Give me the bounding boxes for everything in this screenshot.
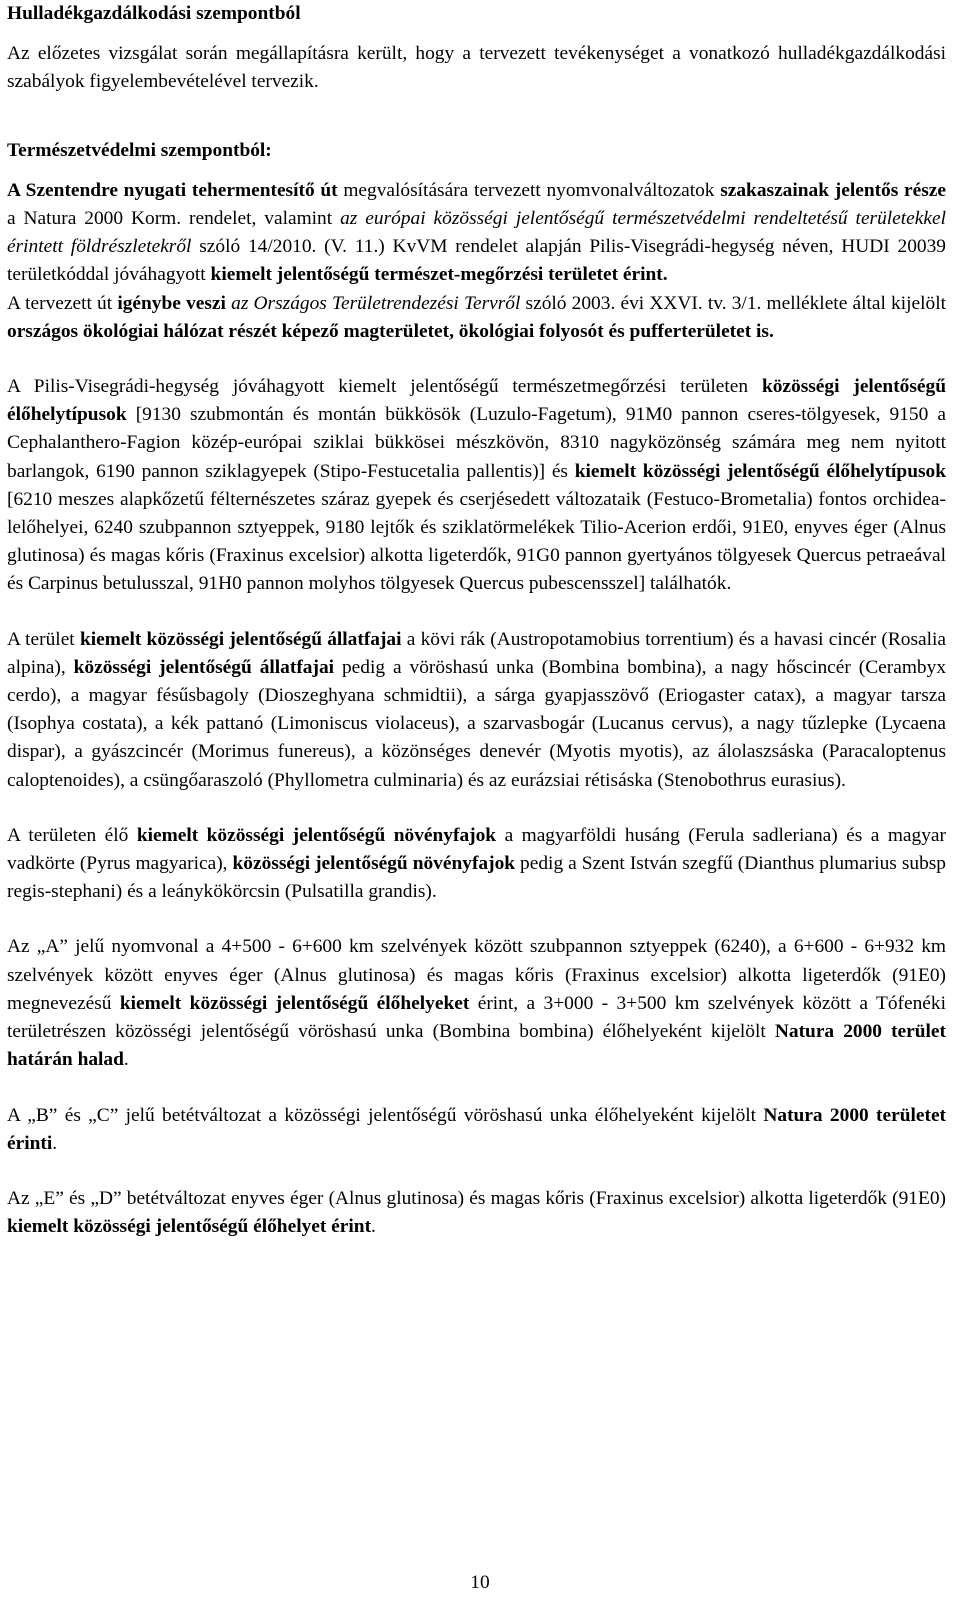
spacer — [7, 1075, 946, 1102]
text-bold: szakaszainak jelentős része — [720, 179, 946, 201]
text: A „B” és „C” jelű betétváltozat a közösségi jelentőségű vöröshasú unka élőhelyeként kijelölt — [7, 1104, 764, 1126]
text: pedig a Szent István szegfű (Dianthus plumarius subsp regis-stephani) és a leánykökörcsin (Pulsatilla grandis). — [7, 853, 947, 903]
text-bold: közösségi jelentőségű élőhelytípusok — [7, 376, 946, 426]
text-italic: az európai közösségi jelentőségű természetvédelmi rendeltetésű területekkel érintett földrészletekről — [7, 208, 946, 258]
text: Az „E” és „D” betétváltozat enyves éger (Alnus glutinosa) és magas kőris (Fraxinus excelsior) alkotta ligeterdők (91E0) — [7, 1187, 946, 1209]
text: A tervezett út — [7, 292, 118, 314]
text-bold: kiemelt közösségi jelentőségű növényfajok — [136, 824, 497, 846]
spacer — [7, 1158, 946, 1185]
spacer — [7, 599, 946, 626]
spacer — [7, 97, 946, 137]
text: . — [123, 1049, 129, 1071]
text-bold: kiemelt közösségi jelentőségű élőhelyet érint — [7, 1216, 372, 1238]
text-italic: az Országos Területrendezési Tervről — [231, 292, 521, 314]
text: érint, a 3+000 - 3+500 km szelvények között a Tófenéki területrészen közösségi jelentőségű vöröshasú unka (Bombina bombina) élőhelyeként kijelölt — [7, 992, 946, 1043]
paragraph-habitats — [7, 373, 946, 599]
text: A terület — [7, 628, 80, 650]
text-bold: országos ökológiai hálózat részét képező magterületet, ökológiai folyosót és pufferterületet is. — [7, 320, 774, 342]
text: a Natura 2000 Korm. rendelet, valamint — [7, 208, 341, 230]
text: [6210 meszes alapkőzetű félternészetes száraz gyepek és cserjésedett változataik (Festuco-Brometalia) fontos orchidea-lelőhelyei, 6240 szubpannon sztyeppek, 9180 lejtők és sziklatörmelékek Tilio-Acerion erdői, 91E0, enyves éger (Alnus glutinosa) és magas kőris (Fraxinus excelsior) alkotta ligeterdők, 91G0 pannon gyertyános tölgyesek Quercus petraeával és Carpinus betulusszal, 91H0 pannon molyhos tölgyesek Quercus pubescensszel] találhatók. — [7, 488, 946, 595]
paragraph-nature-2 — [7, 290, 946, 346]
text-bold: közösségi jelentőségű növényfajok — [232, 853, 516, 875]
text: szóló 2003. évi XXVI. tv. 3/1. melléklete által kijelölt — [520, 292, 946, 314]
paragraph-route-bc — [7, 1102, 946, 1158]
spacer — [7, 165, 946, 177]
text-bold: Natura 2000 területet érinti — [7, 1104, 947, 1154]
text: [9130 szubmontán és montán bükkösök (Luzulo-Fagetum), 91M0 pannon cseres-tölgyesek, 9150 a Cephalanthero-Fagion közép-európai sziklai bükkösei mészkövön, 8310 nagyközönség számára meg nem nyitott barlangok, 6190 pannon sziklagyepek (Stipo-Festucetalia pallentis)] és — [7, 404, 946, 482]
text: megvalósítására tervezett nyomvonalváltozatok — [337, 179, 721, 201]
text-bold: A Szentendre nyugati tehermentesítő út — [7, 179, 338, 201]
paragraph-plants — [7, 822, 946, 907]
spacer — [7, 906, 946, 933]
text-bold: kiemelt jelentőségű természet-megőrzési területet érint. — [210, 264, 668, 286]
text: a magyarföldi husáng (Ferula sadleriana) és a magyar vadkörte (Pyrus magyarica), — [7, 824, 946, 875]
paragraph-nature-1 — [7, 177, 946, 290]
section-heading-nature: Természetvédelmi szempontból: — [7, 139, 272, 161]
text: . — [371, 1216, 376, 1238]
spacer — [7, 346, 946, 373]
text-bold: Natura 2000 terület határán halad — [7, 1021, 946, 1071]
text-bold: kiemelt közösségi jelentőségű élőhelyeket — [119, 992, 470, 1014]
text: . — [52, 1132, 58, 1154]
section-heading-waste: Hulladékgazdálkodási szempontból — [7, 3, 301, 24]
text: A területen élő — [7, 824, 137, 846]
paragraph-route-ed — [7, 1185, 946, 1241]
text: Az „A” jelű nyomvonal a 4+500 - 6+600 km szelvények között szubpannon sztyeppek (6240), a 6+600 - 6+932 km szelvények között enyves éger (Alnus glutinosa) és magas kőris (Fraxinus excelsior) alkotta ligeterdők (91E0) megnevezésű — [7, 936, 946, 1014]
spacer — [7, 28, 946, 40]
text: szóló 14/2010. (V. 11.) KvVM rendelet alapján Pilis-Visegrádi-hegység néven, HUDI 20039 területkóddal jóváhagyott — [7, 236, 946, 286]
page-number: 10 — [470, 1572, 490, 1593]
text: pedig a vöröshasú unka (Bombina bombina), a nagy hőscincér (Cerambyx cerdo), a magyar fésűsbagoly (Dioszeghyana schmidtii), a sárga gyapjasszövő (Eriogaster catax), a magyar tarsza (Isophya costata), a kék pattanó (Limoniscus violaceus), a szarvasbogár (Lucanus cervus), a nagy tűzlepke (Lycaena dispar), a gyászcincér (Morimus funereus), a közönséges denevér (Myotis myotis), az álolaszsáska (Paracaloptenus caloptenoides), a csüngőaraszoló (Phyllometra culminaria) és az eurázsiai rétisáska (Stenobothrus eurasius). — [7, 656, 947, 791]
paragraph-route-a — [7, 933, 946, 1074]
paragraph-animals — [7, 626, 946, 795]
spacer — [7, 795, 946, 822]
text: A Pilis-Visegrádi-hegység jóváhagyott kiemelt jelentőségű természetmegőrzési területen — [7, 376, 762, 398]
text-bold: közösségi jelentőségű állatfajai — [73, 656, 335, 678]
text-bold: kiemelt közösségi jelentőségű élőhelytípusok — [574, 460, 947, 482]
text-bold: kiemelt közösségi jelentőségű állatfajai — [79, 628, 402, 650]
text-bold: igénybe veszi — [117, 292, 226, 314]
text: a kövi rák (Austropotamobius torrentium) és a havasi cincér (Rosalia alpina), — [7, 628, 947, 678]
paragraph-waste: Az előzetes vizsgálat során megállapításra került, hogy a tervezett tevékenységet a vonatkozó hulladékgazdálkodási szabályok figyelembevételével tervezik. — [7, 43, 946, 93]
